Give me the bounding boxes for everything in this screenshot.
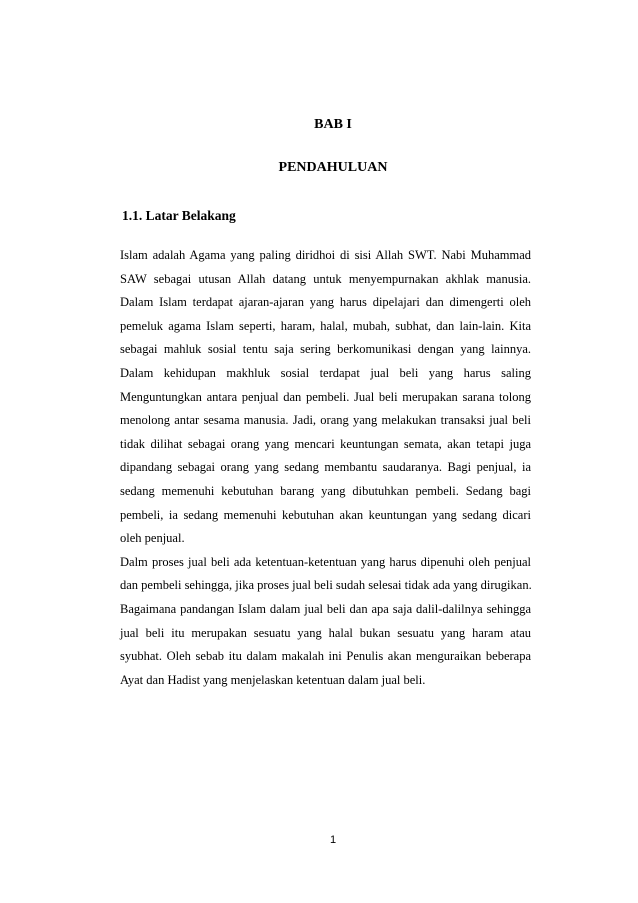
text-line: oleh penjual. <box>120 531 185 546</box>
text-line: Ayat dan Hadist yang menjelaskan ketentuan dalam jual beli. <box>120 672 426 687</box>
text-line: pemeluk agama Islam seperti, haram, halal, mubah, subhat, dan lain-lain. Kita <box>120 318 531 333</box>
text-line: Dalam Islam terdapat ajaran-ajaran yang harus dipelajari dan dimengerti oleh <box>120 295 531 310</box>
text-line: jual beli itu merupakan sesuatu yang halal bukan sesuatu yang haram atau <box>120 625 531 640</box>
text-line: Islam adalah Agama yang paling diridhoi di sisi Allah SWT. Nabi Muhammad <box>120 248 531 262</box>
page-number: 1 <box>329 834 337 846</box>
text-line: syubhat. Oleh sebab itu dalam makalah ini Penulis akan menguraikan beberapa <box>120 649 531 664</box>
text-line: dipandang sebagai orang yang sedang membantu saudaranya. Bagi penjual, ia <box>120 460 531 475</box>
text-line: pembeli, ia sedang memenuhi kebutuhan akan keuntungan yang sedang dicari <box>120 507 531 522</box>
chapter-title: PENDAHULUAN <box>278 160 388 175</box>
text-line: dan pembeli sehingga, jika proses jual beli sudah selesai tidak ada yang dirugikan. <box>120 578 532 593</box>
text-line: menolong antar sesama manusia. Jadi, orang yang melakukan transaksi jual beli <box>120 413 531 428</box>
text-line: sebagai mahluk sosial tentu saja sering berkomunikasi dengan yang lainnya. <box>120 342 531 357</box>
text-line: Menguntungkan antara penjual dan pembeli. Jual beli merupakan sarana tolong <box>120 389 531 404</box>
body-text <box>120 244 531 692</box>
text-line: Bagaimana pandangan Islam dalam jual beli dan apa saja dalil-dalilnya sehingga <box>120 601 531 616</box>
section-heading: 1.1. Latar Belakang <box>122 208 236 223</box>
text-line: Dalam kehidupan makhluk sosial terdapat jual beli yang harus saling <box>120 365 531 380</box>
text-line: SAW sebagai utusan Allah datang untuk menyempurnakan akhlak manusia. <box>120 271 531 286</box>
chapter-number: BAB I <box>314 117 352 132</box>
text-line: Dalm proses jual beli ada ketentuan-ketentuan yang harus dipenuhi oleh penjual <box>120 554 531 569</box>
text-line: sedang memenuhi kebutuhan barang yang dibutuhkan pembeli. Sedang bagi <box>120 483 531 498</box>
text-line: tidak dilihat sebagai orang yang mencari keuntungan semata, akan tetapi juga <box>120 436 531 451</box>
